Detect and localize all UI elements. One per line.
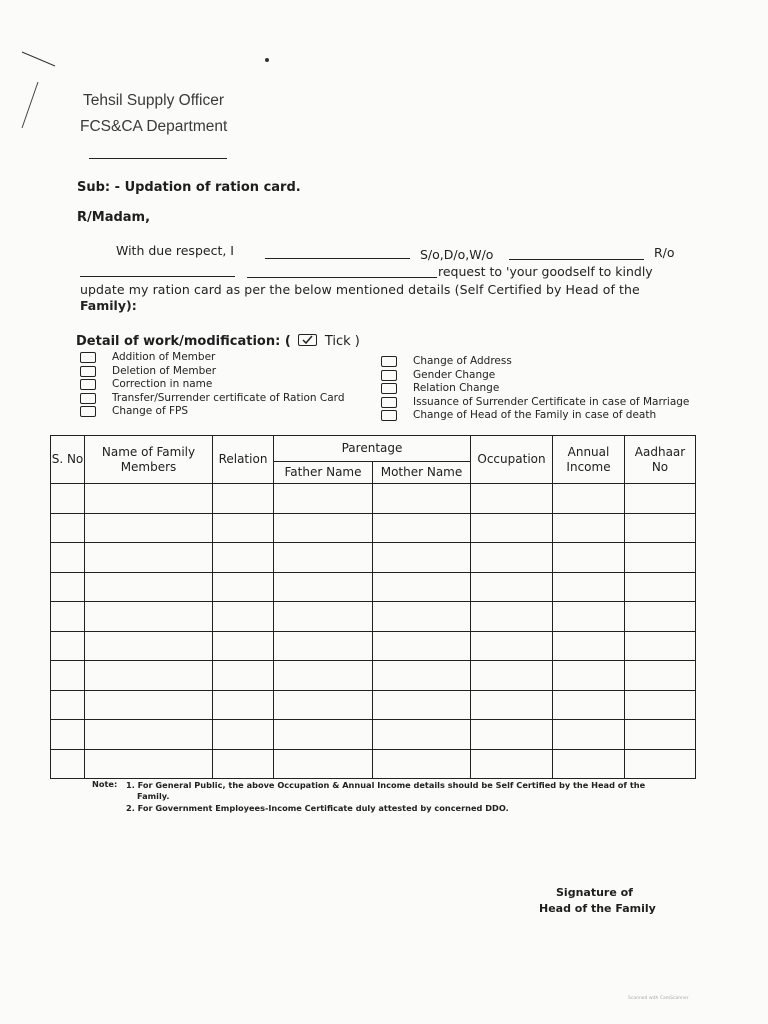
option-label: Change of FPS (112, 405, 189, 417)
checkbox[interactable] (80, 393, 96, 404)
table-row (51, 572, 696, 602)
table-cell[interactable] (553, 720, 625, 750)
body-line1-start: With due respect, I (116, 243, 234, 258)
table-cell[interactable] (213, 720, 274, 750)
table-cell[interactable] (274, 484, 373, 514)
table-cell[interactable] (51, 661, 85, 691)
table-cell[interactable] (471, 543, 553, 573)
table-cell[interactable] (625, 661, 696, 691)
option-row[interactable] (381, 409, 689, 423)
option-label: Correction in name (112, 378, 213, 390)
table-cell[interactable] (85, 749, 213, 779)
table-cell[interactable] (51, 513, 85, 543)
table-cell[interactable] (373, 720, 471, 750)
table-cell[interactable] (274, 749, 373, 779)
table-cell[interactable] (625, 690, 696, 720)
residence-blank-1[interactable] (80, 276, 235, 277)
table-cell[interactable] (85, 661, 213, 691)
table-cell[interactable] (373, 572, 471, 602)
table-cell[interactable] (373, 513, 471, 543)
col-occupation: Occupation (471, 436, 553, 484)
option-row[interactable] (381, 396, 689, 410)
table-cell[interactable] (553, 661, 625, 691)
checkbox[interactable] (381, 370, 397, 381)
table-cell[interactable] (274, 690, 373, 720)
right-options (381, 355, 689, 423)
addressee-department: FCS&CA Department (80, 118, 228, 135)
table-cell[interactable] (213, 543, 274, 573)
table-cell[interactable] (471, 631, 553, 661)
option-label: Addition of Member (112, 351, 216, 363)
table-row (51, 661, 696, 691)
relation-label: S/o,D/o,W/o (420, 247, 494, 262)
salutation: R/Madam, (77, 210, 151, 225)
option-row[interactable] (80, 392, 344, 406)
table-cell[interactable] (471, 720, 553, 750)
modification-heading-text: Detail of work/modification: ( (76, 334, 291, 349)
option-row[interactable] (80, 365, 344, 379)
tick-label: Tick ) (324, 334, 360, 349)
table-cell[interactable] (625, 749, 696, 779)
option-label: Change of Address (413, 355, 512, 367)
table-cell[interactable] (213, 484, 274, 514)
checkbox[interactable] (80, 406, 96, 417)
table-cell[interactable] (213, 661, 274, 691)
body-line3: update my ration card as per the below mentioned details (Self Certified by Head of the (80, 282, 640, 297)
table-cell[interactable] (625, 543, 696, 573)
col-mother-name: Mother Name (373, 462, 471, 484)
table-cell[interactable] (471, 690, 553, 720)
table-row (51, 602, 696, 632)
note-1: 1. For General Public, the above Occupation & Annual Income details should be Self Certified by the Head of the (126, 780, 646, 790)
table-cell[interactable] (625, 484, 696, 514)
address-blank-line (89, 158, 227, 159)
option-label: Deletion of Member (112, 364, 217, 377)
table-cell[interactable] (471, 661, 553, 691)
table-cell[interactable] (553, 690, 625, 720)
table-cell[interactable] (51, 631, 85, 661)
option-label: Gender Change (413, 368, 496, 381)
family-members-table (50, 435, 696, 779)
option-row[interactable] (381, 382, 689, 396)
table-cell[interactable] (85, 484, 213, 514)
checkbox[interactable] (80, 379, 96, 390)
table-row (51, 690, 696, 720)
table-cell[interactable] (213, 513, 274, 543)
table-cell[interactable] (85, 690, 213, 720)
residence-label: R/o (654, 245, 675, 260)
table-cell[interactable] (274, 661, 373, 691)
table-cell[interactable] (625, 513, 696, 543)
col-relation: Relation (213, 436, 274, 484)
modification-heading (76, 333, 360, 349)
table-cell[interactable] (553, 749, 625, 779)
col-name: Name of Family Members (85, 436, 213, 484)
table-row (51, 513, 696, 543)
option-row[interactable] (80, 351, 344, 365)
table-cell[interactable] (373, 484, 471, 514)
table-cell[interactable] (274, 631, 373, 661)
col-parentage: Parentage (274, 436, 471, 462)
table-cell[interactable] (213, 572, 274, 602)
table-row (51, 631, 696, 661)
col-father-name: Father Name (274, 462, 373, 484)
table-cell[interactable] (213, 602, 274, 632)
note-2: 2. For Government Employees-Income Certificate duly attested by concerned DDO. (126, 803, 509, 813)
table-cell[interactable] (51, 572, 85, 602)
parent-name-blank[interactable] (509, 259, 644, 260)
table-cell[interactable] (51, 602, 85, 632)
checkbox[interactable] (80, 366, 96, 377)
option-row[interactable] (381, 355, 689, 369)
checkbox[interactable] (381, 356, 397, 367)
table-cell[interactable] (553, 484, 625, 514)
residence-blank-2[interactable] (247, 277, 437, 278)
table-cell[interactable] (213, 631, 274, 661)
table-cell[interactable] (51, 720, 85, 750)
table-cell[interactable] (274, 602, 373, 632)
table-cell[interactable] (471, 484, 553, 514)
table-cell[interactable] (471, 513, 553, 543)
table-cell[interactable] (553, 543, 625, 573)
checkbox[interactable] (381, 397, 397, 408)
option-label: Relation Change (413, 382, 500, 394)
table-cell[interactable] (213, 749, 274, 779)
option-label: Issuance of Surrender Certificate in case of Marriage (413, 395, 690, 408)
left-options (80, 351, 344, 419)
subject: Sub: - Updation of ration card. (77, 180, 301, 195)
note-1-cont: Family. (137, 791, 170, 801)
table-cell[interactable] (213, 690, 274, 720)
table-cell[interactable] (274, 572, 373, 602)
table-cell[interactable] (373, 631, 471, 661)
table-cell[interactable] (51, 749, 85, 779)
table-cell[interactable] (553, 631, 625, 661)
option-row[interactable] (381, 369, 689, 383)
table-cell[interactable] (85, 543, 213, 573)
body-line2: request to 'your goodself to kindly (438, 264, 653, 279)
table-cell[interactable] (625, 631, 696, 661)
table-cell[interactable] (51, 690, 85, 720)
signature-line2: Head of the Family (539, 902, 656, 915)
body-line4: Family): (80, 298, 137, 313)
note-label: Note: (92, 779, 118, 789)
table-cell[interactable] (274, 513, 373, 543)
tick-box-icon (298, 334, 317, 346)
table-cell[interactable] (85, 602, 213, 632)
checkbox[interactable] (80, 352, 96, 363)
applicant-name-blank[interactable] (265, 258, 410, 259)
col-income: Annual Income (553, 436, 625, 484)
table-row (51, 749, 696, 779)
table-row (51, 720, 696, 750)
scanner-watermark: Scanned with CamScanner (628, 996, 689, 1001)
table-cell[interactable] (553, 602, 625, 632)
table-cell[interactable] (51, 484, 85, 514)
signature-line1: Signature of (556, 886, 633, 899)
table-cell[interactable] (373, 690, 471, 720)
table-cell[interactable] (85, 513, 213, 543)
option-row[interactable] (80, 378, 344, 392)
table-cell[interactable] (625, 572, 696, 602)
option-label: Change of Head of the Family in case of death (413, 409, 657, 421)
table-cell[interactable] (373, 661, 471, 691)
table-cell[interactable] (471, 572, 553, 602)
table-cell[interactable] (373, 543, 471, 573)
table-cell[interactable] (373, 602, 471, 632)
addressee-office: Tehsil Supply Officer (83, 92, 224, 109)
table-cell[interactable] (85, 720, 213, 750)
table-row (51, 484, 696, 514)
checkbox[interactable] (381, 383, 397, 394)
table-cell[interactable] (373, 749, 471, 779)
table-row (51, 543, 696, 573)
table-cell[interactable] (553, 572, 625, 602)
table-cell[interactable] (51, 543, 85, 573)
table-cell[interactable] (471, 749, 553, 779)
table-cell[interactable] (553, 513, 625, 543)
option-label: Transfer/Surrender certificate of Ration Card (112, 391, 345, 404)
table-cell[interactable] (274, 543, 373, 573)
col-sno: S. No (51, 436, 85, 484)
table-cell[interactable] (85, 631, 213, 661)
table-cell[interactable] (471, 602, 553, 632)
checkbox[interactable] (381, 410, 397, 421)
table-cell[interactable] (625, 720, 696, 750)
col-aadhaar: Aadhaar No (625, 436, 696, 484)
table-cell[interactable] (625, 602, 696, 632)
option-row[interactable] (80, 405, 344, 419)
table-cell[interactable] (274, 720, 373, 750)
table-cell[interactable] (85, 572, 213, 602)
